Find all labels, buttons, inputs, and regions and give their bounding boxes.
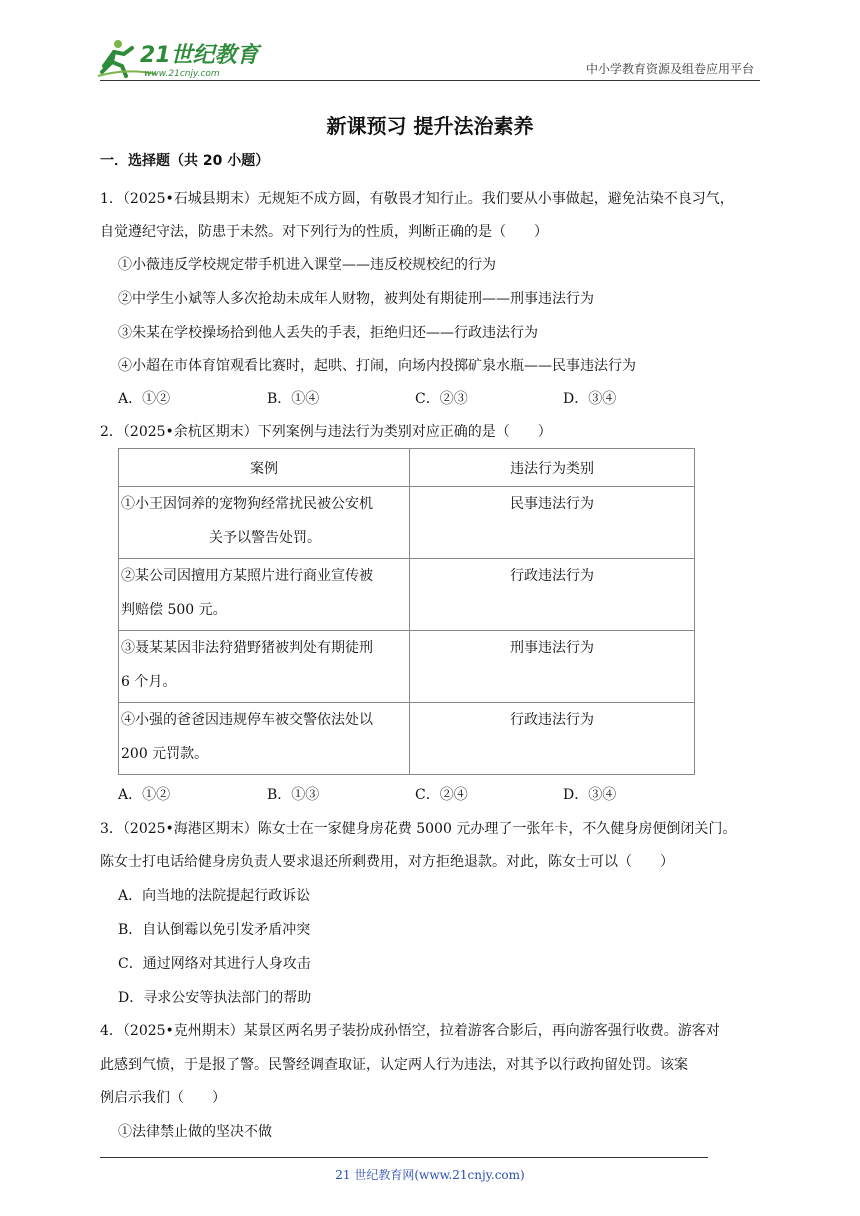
q3-option-b[interactable]: B．自认倒霉以免引发矛盾冲突 — [118, 922, 311, 938]
q3-line-2: 陈女士打电话给健身房负责人要求退还所剩费用，对方拒绝退款。对此，陈女士可以（ ） — [100, 854, 674, 870]
table-row — [119, 631, 695, 703]
q1-item-4: ④小超在市体育馆观看比赛时，起哄、打闹，向场内投掷矿泉水瓶——民事违法行为 — [118, 358, 636, 374]
header-rule — [100, 80, 760, 81]
table-cell-type: 刑事违法行为 — [410, 631, 695, 703]
table-row — [119, 559, 695, 631]
logo-text: 21世纪教育 — [140, 43, 259, 68]
table-cell-case — [119, 703, 410, 775]
q1-line-2: 自觉遵纪守法，防患于未然。对下列行为的性质，判断正确的是（ ） — [100, 224, 548, 240]
case-line-2: 200 元罚款。 — [121, 746, 209, 762]
case-line-2: 6 个月。 — [121, 674, 177, 690]
q1-item-3: ③朱某在学校操场拾到他人丢失的手表，拒绝归还——行政违法行为 — [118, 325, 538, 341]
footer-rule — [100, 1157, 708, 1158]
table-cell-type: 行政违法行为 — [410, 703, 695, 775]
q4-item-1: ①法律禁止做的坚决不做 — [118, 1124, 272, 1140]
section-heading: 一．选择题（共 20 小题） — [100, 153, 270, 169]
logo-url: www.21cnjy.com — [144, 69, 220, 79]
case-line-1: ④小强的爸爸因违规停车被交警依法处以 — [121, 712, 373, 728]
q1-option-b[interactable]: B．①④ — [267, 391, 320, 407]
q1-option-c[interactable]: C．②③ — [415, 391, 468, 407]
table-cell-type: 民事违法行为 — [410, 487, 695, 559]
table-header-row — [119, 449, 695, 487]
q1-option-a[interactable]: A．①② — [118, 391, 171, 407]
table-cell-type: 行政违法行为 — [410, 559, 695, 631]
q2-option-b[interactable]: B．①③ — [267, 787, 320, 803]
q1-item-2: ②中学生小斌等人多次抢劫未成年人财物，被判处有期徒刑——刑事违法行为 — [118, 291, 594, 307]
table-cell-case — [119, 559, 410, 631]
site-name: 中小学教育资源及组卷应用平台 — [585, 62, 754, 76]
q1-option-d[interactable]: D．③④ — [563, 391, 617, 407]
q2-line-1: 2．（2025•余杭区期末）下列案例与违法行为类别对应正确的是（ ） — [100, 424, 552, 440]
table-row — [119, 703, 695, 775]
table-cell-case — [119, 487, 410, 559]
q3-option-c[interactable]: C．通过网络对其进行人身攻击 — [118, 956, 311, 972]
q4-line-2: 此感到气愤，于是报了警。民警经调查取证，认定两人行为违法，对其予以行政拘留处罚。该案 — [100, 1057, 688, 1073]
table-row — [119, 487, 695, 559]
q2-option-d[interactable]: D．③④ — [563, 787, 617, 803]
q2-option-a[interactable]: A．①② — [118, 787, 171, 803]
page-title: 新课预习 提升法治素养 — [326, 114, 534, 138]
case-table — [118, 448, 695, 775]
table-cell-case — [119, 631, 410, 703]
footer-text: 21 世纪教育网(www.21cnjy.com) — [335, 1168, 525, 1182]
case-line-2: 判赔偿 500 元。 — [121, 602, 227, 618]
q1-item-1: ①小薇违反学校规定带手机进入课堂——违反校规校纪的行为 — [118, 257, 496, 273]
q3-line-1: 3．（2025•海港区期末）陈女士在一家健身房花费 5000 元办理了一张年卡，不久健身房便倒闭关门。 — [100, 821, 737, 837]
q2-option-c[interactable]: C．②④ — [415, 787, 468, 803]
q3-option-d[interactable]: D．寻求公安等执法部门的帮助 — [118, 990, 312, 1006]
table-header-type: 违法行为类别 — [410, 449, 695, 487]
q4-line-1: 4．（2025•克州期末）某景区两名男子装扮成孙悟空，拉着游客合影后，再向游客强行收费。游客对 — [100, 1023, 720, 1039]
q1-line-1: 1．（2025•石城县期末）无规矩不成方圆，有敬畏才知行止。我们要从小事做起，避免沾染不良习气， — [100, 191, 734, 207]
case-line-1: ①小王因饲养的宠物狗经常扰民被公安机 — [121, 496, 373, 512]
q4-line-3: 例启示我们（ ） — [100, 1090, 226, 1106]
table-header-case: 案例 — [119, 449, 410, 487]
q3-option-a[interactable]: A．向当地的法院提起行政诉讼 — [118, 888, 311, 904]
case-line-1: ②某公司因擅用方某照片进行商业宣传被 — [121, 568, 373, 584]
case-line-1: ③聂某某因非法狩猎野猪被判处有期徒刑 — [121, 640, 373, 656]
logo — [96, 36, 266, 80]
case-line-2: 关予以警告处罚。 — [209, 530, 321, 546]
